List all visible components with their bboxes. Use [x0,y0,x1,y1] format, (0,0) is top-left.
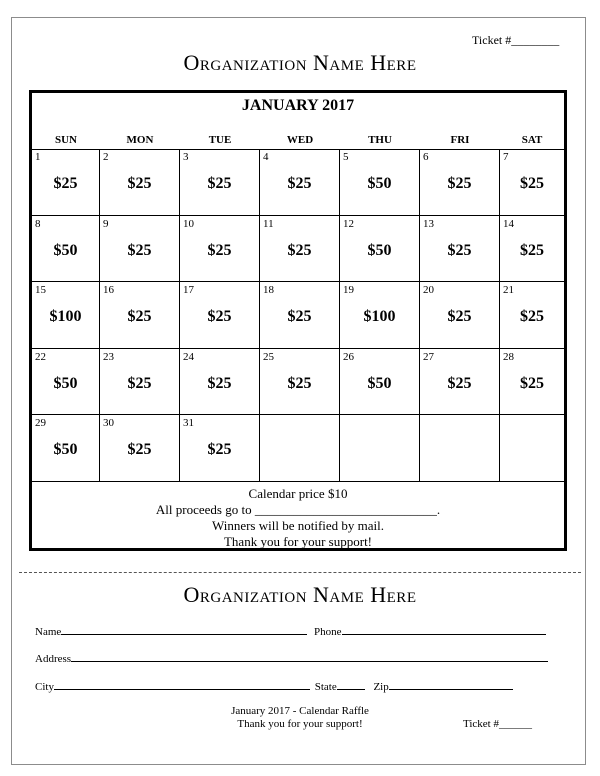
name-phone-row [35,624,546,638]
notify-line: Winners will be notified by mail. [211,518,385,533]
phone-label: Phone [314,626,342,638]
calendar-day-cell [260,415,340,482]
day-number: 17 [183,284,194,296]
dow-fri: FRI [450,134,470,146]
calendar-day-cell [180,282,260,349]
prize-amount: $50 [367,375,392,392]
prize-amount: $25 [207,308,232,325]
calendar-day-cell [500,282,564,349]
city-field[interactable] [54,679,310,690]
day-number: 11 [263,218,274,230]
calendar-day-cell [420,349,500,415]
org-name-bottom: Organization Name Here [183,582,417,607]
day-number: 25 [263,351,274,363]
dow-tue: TUE [208,134,232,146]
calendar-grid [32,149,564,482]
day-number: 8 [35,218,41,230]
prize-amount: $100 [49,308,82,325]
day-number: 14 [503,218,514,230]
day-number: 12 [343,218,354,230]
prize-amount: $50 [53,375,78,392]
day-number: 20 [423,284,434,296]
calendar [29,90,567,551]
calendar-day-cell [32,282,100,349]
phone-field[interactable] [342,624,546,635]
thanks-line: Thank you for your support! [223,534,373,549]
prize-amount: $25 [447,175,472,192]
address-field[interactable] [71,651,548,662]
calendar-day-cell [100,349,180,415]
prize-amount: $25 [447,242,472,259]
prize-amount: $25 [127,375,152,392]
day-number: 23 [103,351,114,363]
name-label: Name [35,626,62,638]
calendar-price: Calendar price $10 [248,486,348,501]
calendar-day-cell [500,415,564,482]
calendar-day-cell [100,149,180,216]
state-field[interactable] [337,679,365,690]
prize-amount: $25 [447,308,472,325]
calendar-day-cell [340,149,420,216]
prize-amount: $25 [207,175,232,192]
prize-amount: $25 [287,375,312,392]
prize-amount: $25 [127,242,152,259]
calendar-day-cell [500,149,564,216]
calendar-day-cell [500,216,564,282]
day-number: 4 [263,151,269,163]
address-label: Address [35,653,72,665]
day-number: 29 [35,417,46,429]
org-name-top: Organization Name Here [183,50,417,75]
prize-amount: $50 [367,175,392,192]
day-number: 5 [343,151,349,163]
proceeds-line: All proceeds go to ____________________________. [155,502,441,517]
prize-amount: $50 [53,242,78,259]
calendar-day-cell [340,349,420,415]
day-number: 9 [103,218,109,230]
prize-amount: $25 [520,175,544,192]
day-number: 21 [503,284,514,296]
day-number: 22 [35,351,46,363]
day-number: 3 [183,151,189,163]
calendar-day-cell [180,349,260,415]
calendar-day-cell [100,282,180,349]
dow-sat: SAT [521,134,543,146]
address-row [35,651,548,665]
calendar-day-cell [500,349,564,415]
calendar-day-cell [32,216,100,282]
prize-amount: $25 [127,441,152,458]
day-number: 15 [35,284,46,296]
calendar-day-cell [100,415,180,482]
prize-amount: $25 [287,242,312,259]
prize-amount: $25 [127,175,152,192]
dow-wed: WED [286,134,314,146]
dow-mon: MON [126,134,154,146]
zip-field[interactable] [389,679,513,690]
prize-amount: $25 [287,175,312,192]
day-number: 18 [263,284,274,296]
day-number: 26 [343,351,354,363]
day-number: 27 [423,351,434,363]
prize-amount: $25 [127,308,152,325]
calendar-day-cell [420,149,500,216]
zip-label: Zip [373,681,389,693]
calendar-day-cell [100,216,180,282]
calendar-day-cell [260,149,340,216]
calendar-day-cell [420,282,500,349]
stub-thanks-line: Thank you for your support! [237,718,363,730]
prize-amount: $25 [53,175,78,192]
name-field[interactable] [61,624,307,635]
calendar-day-cell [32,349,100,415]
day-number: 13 [423,218,434,230]
prize-amount: $25 [287,308,312,325]
day-number: 1 [35,151,41,163]
ticket-number-top: Ticket #________ [472,33,560,47]
city-state-zip-row [35,679,513,693]
calendar-day-cell [260,216,340,282]
calendar-title: JANUARY 2017 [241,97,355,114]
day-number: 24 [183,351,194,363]
state-label: State [314,681,337,693]
prize-amount: $25 [207,242,232,259]
calendar-day-cell [180,149,260,216]
prize-amount: $25 [447,375,472,392]
calendar-day-cell [180,415,260,482]
prize-amount: $50 [367,242,392,259]
calendar-day-cell [32,415,100,482]
calendar-day-cell [340,216,420,282]
prize-amount: $50 [53,441,78,458]
dow-thu: THU [368,134,392,146]
day-number: 16 [103,284,114,296]
calendar-day-cell [340,415,420,482]
prize-amount: $25 [207,441,232,458]
dow-sun: SUN [54,134,77,146]
day-number: 10 [183,218,194,230]
prize-amount: $100 [363,308,396,325]
calendar-day-cell [180,216,260,282]
calendar-day-cell [260,282,340,349]
day-number: 19 [343,284,354,296]
prize-amount: $25 [520,242,544,259]
prize-amount: $25 [520,375,544,392]
day-number: 28 [503,351,514,363]
tear-line [19,572,581,573]
day-number: 31 [183,417,194,429]
calendar-day-cell [420,415,500,482]
day-number: 30 [103,417,114,429]
city-label: City [35,681,54,693]
calendar-day-cell [260,349,340,415]
prize-amount: $25 [520,308,544,325]
day-number: 2 [103,151,109,163]
ticket-number-bottom: Ticket #______ [463,718,532,730]
prize-amount: $25 [207,375,232,392]
calendar-day-cell [340,282,420,349]
day-number: 6 [423,151,429,163]
raffle-line: January 2017 - Calendar Raffle [231,705,369,717]
day-number: 7 [503,151,509,163]
calendar-day-cell [32,149,100,216]
calendar-day-cell [420,216,500,282]
